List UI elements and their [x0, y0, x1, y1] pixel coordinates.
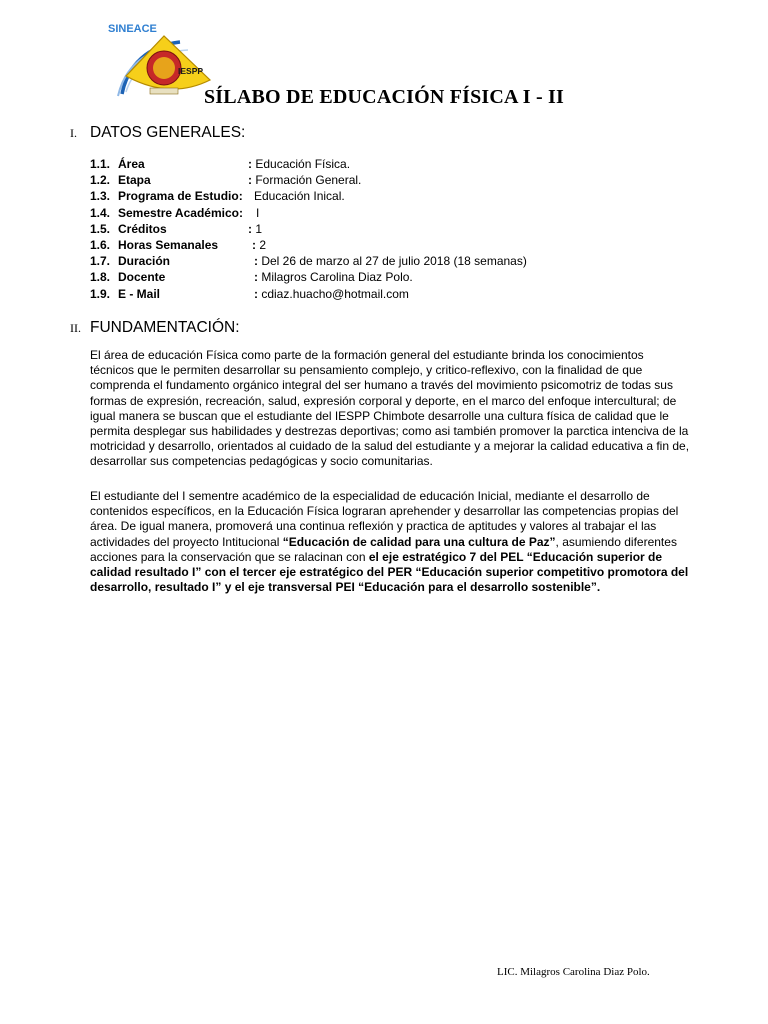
logo-iespp-text: IESPP [178, 66, 204, 76]
section-datos-generales-heading [70, 124, 245, 142]
item-value: : 1 [248, 221, 263, 236]
paragraph-bold-text: “Educación de calidad para una cultura de Paz” [282, 534, 556, 549]
item-label: E - Mail [118, 286, 161, 301]
item-value: : Milagros Carolina Diaz Polo. [254, 270, 413, 285]
item-value: : 2 [252, 237, 267, 252]
paragraph-text: El estudiante del I sementre académico de la especialidad de educación Inicial, mediante el desarrollo de contenidos específicos, en la Educación Física lograran aprehender y desarrollar las competencias propias del área. De igual manera, promoverá una continua reflexión y practica de aptitudes y valores al trabajar el las actividades del proyecto Intitucional [90, 489, 679, 549]
section-number: II. [70, 321, 81, 335]
item-label: Horas Semanales [118, 237, 219, 252]
item-number: 1.1. [90, 157, 111, 171]
paragraph-bold-text: el eje estratégico 7 del PEL “Educación superior de calidad resultado I” con el tercer eje estratégico del PER “Educación superior competitivo promotora del desarrollo, resultado I” y el eje transversal PEI “Educación para el desarrollo sostenible”. [90, 549, 689, 595]
item-number: 1.5. [90, 221, 111, 236]
item-label: Semestre Académico: [118, 205, 243, 220]
section-title: FUNDAMENTACIÓN: [90, 319, 240, 336]
item-value: Educación Inical. [254, 189, 345, 204]
fundamentacion-paragraph-2 [90, 489, 690, 595]
fundamentacion-paragraph-1: El área de educación Física como parte de la formación general del estudiante brinda los conocimientos técnicos que le permiten desarrollar su pensamiento complejo, y critico-reflexivo, con la finalidad de que comprenda el fundamento orgánico integral del ser humano a través del movimiento psicomotriz de todas sus formas de expresión, recreación, salud, expresión corporal y deporte, en el marco del enfoque intercultural; de igual manera se buscan que el estudiante del IESPP Chimbote desarrolle una cultura física de calidad que le permita desplegar sus habilidades y destrezas deportivas; como asi también promover la parctica intenciva de la motricidad y desarrollo, orientados al cuidado de la salud del estudiante y a mejorar la calidad educativa a fin de, desarrollar sus competencias pedagógicas y socio comunitarias. [90, 348, 690, 469]
item-value: I [256, 205, 260, 220]
item-number: 1.4. [90, 205, 111, 220]
section-title: DATOS GENERALES: [90, 124, 246, 141]
logo-sineace-text: SINEACE [108, 23, 157, 35]
item-number: 1.2. [90, 173, 111, 188]
item-label: Etapa [118, 173, 151, 188]
item-value: : cdiaz.huacho@hotmail.com [254, 286, 409, 301]
item-number: 1.8. [90, 270, 111, 285]
item-label: Duración [118, 254, 171, 269]
item-number: 1.6. [90, 237, 111, 252]
item-value: : Del 26 de marzo al 27 de julio 2018 (18 semanas) [254, 254, 527, 269]
item-value: : Educación Física. [248, 157, 351, 171]
item-number: 1.7. [90, 254, 111, 269]
signature-line: LIC. Milagros Carolina Diaz Polo. [497, 966, 650, 978]
paragraph-text: , asumiendo diferentes acciones para la conservación que se ralacinan con [90, 534, 677, 564]
section-number: I. [70, 126, 77, 140]
item-number: 1.3. [90, 189, 111, 204]
item-label: Programa de Estudio: [118, 189, 243, 204]
item-label: Créditos [118, 221, 167, 236]
item-value: : Formación General. [248, 173, 362, 188]
item-label: Docente [118, 270, 166, 285]
page-title: SÍLABO DE EDUCACIÓN FÍSICA I - II [203, 86, 564, 108]
section-fundamentacion-heading [70, 319, 240, 337]
item-label: Área [118, 157, 145, 171]
item-number: 1.9. [90, 286, 111, 301]
